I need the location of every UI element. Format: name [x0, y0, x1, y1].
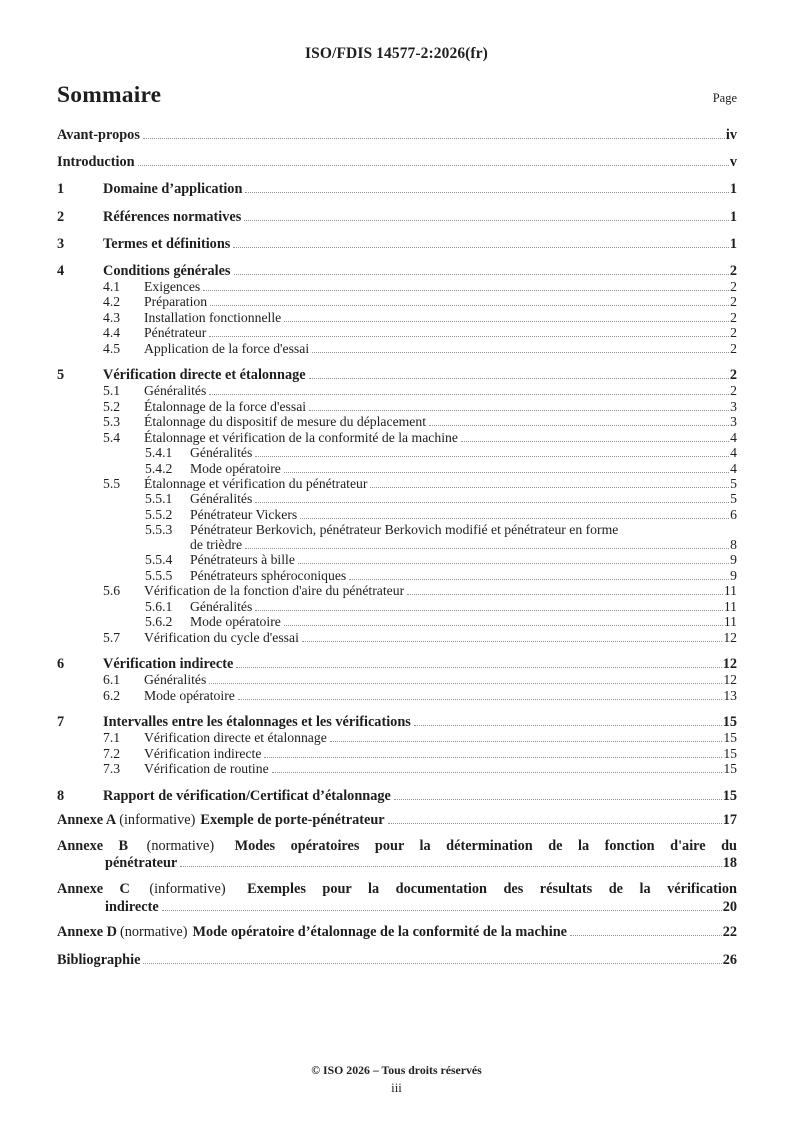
entry-page-number: 12	[723, 672, 737, 688]
toc-entry[interactable]	[57, 154, 737, 171]
entry-label: Pénétrateur Berkovich, pénétrateur Berkovich modifié et pénétrateur en forme	[190, 521, 619, 537]
annex-qualifier: (informative)	[119, 812, 196, 829]
annex-prefix: Annexe D	[57, 924, 117, 941]
entry-page-number: 12	[722, 656, 737, 673]
entry-label: Généralités	[190, 491, 253, 507]
entry-label: Exigences	[144, 278, 201, 294]
dot-leader	[394, 787, 722, 799]
entry-label: Mode opératoire	[190, 614, 281, 630]
dot-leader	[272, 762, 723, 774]
toc-entry[interactable]	[57, 208, 737, 225]
entry-label: Généralités	[144, 383, 207, 399]
toc-entry[interactable]	[57, 812, 737, 830]
dot-leader	[312, 341, 729, 353]
entry-number: 5.6	[103, 583, 121, 599]
entry-page-number: 2	[730, 383, 737, 399]
entry-label: Références normatives	[103, 208, 242, 225]
dot-leader	[330, 731, 723, 743]
toc-title: Sommaire	[57, 82, 162, 108]
dot-leader	[238, 688, 722, 700]
entry-page-number: 17	[722, 812, 737, 829]
entry-label: Bibliographie	[57, 952, 141, 969]
annex-qualifier: (normative)	[146, 837, 215, 854]
entry-page-number: 4	[730, 445, 737, 461]
dot-leader	[143, 127, 725, 139]
entry-page-number: 22	[722, 924, 737, 941]
dot-leader	[298, 553, 729, 565]
entry-label-continued: de trièdre	[190, 537, 243, 553]
toc-entry[interactable]	[57, 445, 737, 460]
dot-leader	[284, 461, 729, 473]
entry-number: 5.6.1	[145, 598, 173, 614]
toc-entry[interactable]	[57, 326, 737, 341]
page-footer	[0, 1063, 793, 1096]
dot-leader	[284, 615, 723, 627]
entry-label: Vérification indirecte	[103, 656, 234, 673]
toc-entry[interactable]	[57, 688, 737, 703]
toc-entry[interactable]	[57, 279, 737, 294]
entry-label-continued: pénétrateur	[105, 855, 178, 872]
entry-page-number: 6	[730, 506, 737, 522]
entry-label: Mode opératoire	[190, 460, 281, 476]
toc-entry[interactable]	[57, 415, 737, 430]
dot-leader	[234, 263, 729, 275]
toc-entry[interactable]	[57, 952, 737, 969]
dot-leader	[180, 855, 721, 867]
entry-page-number: 8	[730, 537, 737, 553]
toc-entry[interactable]	[57, 341, 737, 356]
entry-number: 2	[57, 208, 65, 225]
entry-number: 3	[57, 235, 65, 252]
toc-entry[interactable]	[57, 553, 737, 568]
entry-label: Étalonnage et vérification du pénétrateur	[144, 475, 368, 491]
entry-page-number: 2	[730, 278, 737, 294]
dot-leader	[209, 326, 729, 338]
toc-entry[interactable]	[57, 630, 737, 645]
entry-label: Termes et définitions	[103, 235, 231, 252]
toc-entry[interactable]	[57, 476, 737, 491]
toc-entry[interactable]	[57, 714, 737, 731]
dot-leader	[138, 154, 729, 166]
toc-entry[interactable]	[57, 295, 737, 310]
entry-page-number: 15	[722, 787, 737, 804]
dot-leader	[245, 537, 729, 549]
entry-page-number: 2	[730, 325, 737, 341]
entry-number: 1	[57, 181, 65, 198]
dot-leader	[233, 236, 729, 248]
entry-number: 5.5.5	[145, 567, 173, 583]
entry-page-number: 9	[730, 552, 737, 568]
entry-page-number: 5	[730, 491, 737, 507]
entry-number: 5	[57, 367, 65, 384]
copyright-notice: © ISO 2026 – Tous droits réservés	[311, 1063, 482, 1077]
toc-entry[interactable]	[57, 746, 737, 761]
entry-label: Généralités	[190, 445, 253, 461]
toc-entry[interactable]	[57, 568, 737, 583]
dot-leader	[302, 630, 722, 642]
dot-leader	[407, 584, 723, 596]
toc-entry[interactable]	[57, 127, 737, 144]
dot-leader	[388, 812, 722, 824]
entry-label: Application de la force d'essai	[144, 340, 310, 356]
toc-entry[interactable]	[57, 787, 737, 804]
dot-leader	[461, 430, 729, 442]
entry-label: Conditions générales	[103, 262, 231, 279]
entry-number: 4	[57, 262, 65, 279]
toc-entry[interactable]	[57, 615, 737, 630]
entry-page-number: 2	[730, 294, 737, 310]
dot-leader	[236, 656, 721, 668]
entry-label: Vérification de routine	[144, 761, 269, 777]
dot-leader	[209, 384, 729, 396]
annex-prefix: Annexe B	[57, 837, 129, 854]
entry-page-number: v	[729, 154, 737, 171]
entry-page-number: 11	[723, 614, 737, 630]
entry-page-number: 3	[730, 414, 737, 430]
entry-label: Vérification directe et étalonnage	[103, 367, 306, 384]
toc-entry[interactable]	[57, 762, 737, 777]
dot-leader	[309, 367, 729, 379]
toc-entry[interactable]	[57, 881, 737, 916]
dot-leader	[143, 952, 721, 964]
entry-label: Rapport de vérification/Certificat d’étalonnage	[103, 787, 391, 804]
entry-number: 5.5.1	[145, 491, 173, 507]
entry-page-number: 1	[729, 208, 737, 225]
entry-number: 4.3	[103, 309, 121, 325]
dot-leader	[255, 599, 722, 611]
entry-label: Pénétrateurs à bille	[190, 552, 295, 568]
entry-label: Vérification directe et étalonnage	[144, 730, 327, 746]
entry-number: 4.2	[103, 294, 121, 310]
entry-label: Préparation	[144, 294, 208, 310]
entry-label: Étalonnage et vérification de la conformité de la machine	[144, 429, 458, 445]
entry-number: 6	[57, 656, 65, 673]
entry-label: Mode opératoire	[144, 687, 235, 703]
dot-leader	[255, 492, 729, 504]
entry-label: Intervalles entre les étalonnages et les vérifications	[103, 714, 411, 731]
toc-header	[57, 82, 737, 109]
entry-page-number: 2	[730, 340, 737, 356]
entry-label: Installation fonctionnelle	[144, 309, 282, 325]
dot-leader	[300, 507, 729, 519]
dot-leader	[210, 295, 729, 307]
entry-label: Exemples pour la documentation des résultats de la vérification	[247, 880, 737, 897]
toc-entry[interactable]	[57, 731, 737, 746]
entry-label: Généralités	[190, 598, 253, 614]
entry-label: Pénétrateurs sphéroconiques	[190, 567, 347, 583]
entry-page-number: 26	[722, 952, 737, 969]
dot-leader	[309, 399, 729, 411]
entry-page-number: 2	[729, 262, 737, 279]
entry-label: Vérification du cycle d'essai	[144, 629, 299, 645]
dot-leader	[245, 181, 728, 193]
toc-entry[interactable]	[57, 673, 737, 688]
entry-number: 4.4	[103, 325, 121, 341]
toc-entry[interactable]	[57, 584, 737, 599]
entry-number: 5.3	[103, 414, 121, 430]
entry-page-number: iv	[725, 127, 737, 144]
entry-number: 5.1	[103, 383, 121, 399]
toc-entry[interactable]	[57, 236, 737, 253]
entry-number: 8	[57, 787, 65, 804]
entry-label-continued: indirecte	[105, 898, 159, 915]
entry-page-number: 1	[729, 181, 737, 198]
entry-number: 6.1	[103, 672, 121, 688]
entry-number: 6.2	[103, 687, 121, 703]
entry-page-number: 2	[730, 309, 737, 325]
dot-leader	[209, 673, 722, 685]
entry-page-number: 9	[730, 567, 737, 583]
page-column-label: Page	[712, 91, 737, 105]
entry-number: 7.1	[103, 730, 121, 746]
entry-label: Pénétrateur Vickers	[190, 506, 298, 522]
dot-leader	[203, 279, 729, 291]
toc-entry[interactable]	[57, 461, 737, 476]
dot-leader	[264, 746, 722, 758]
entry-label: Vérification indirecte	[144, 745, 262, 761]
entry-page-number: 15	[723, 730, 737, 746]
entry-label: Domaine d’application	[103, 181, 243, 198]
toc-entry[interactable]	[57, 924, 737, 942]
entry-page-number: 12	[723, 629, 737, 645]
entry-number: 5.5.3	[145, 521, 173, 537]
entry-page-number: 20	[722, 898, 737, 915]
dot-leader	[349, 568, 729, 580]
entry-page-number: 13	[723, 687, 737, 703]
document-reference: ISO/FDIS 14577-2:2026(fr)	[305, 45, 488, 62]
toc-entry[interactable]	[57, 492, 737, 507]
entry-page-number: 11	[723, 598, 737, 614]
toc-entry[interactable]	[57, 181, 737, 198]
entry-page-number: 2	[729, 367, 737, 384]
dot-leader	[284, 310, 729, 322]
dot-leader	[370, 476, 729, 488]
entry-number: 5.4.1	[145, 445, 173, 461]
toc-list	[57, 127, 737, 969]
entry-number: 4.5	[103, 340, 121, 356]
entry-number: 5.4	[103, 429, 121, 445]
entry-number: 4.1	[103, 278, 121, 294]
entry-label: Exemple de porte-pénétrateur	[200, 812, 385, 829]
entry-number: 5.5.2	[145, 506, 173, 522]
annex-prefix: Annexe C	[57, 880, 130, 897]
page-number-folio: iii	[391, 1081, 402, 1095]
entry-label: Étalonnage de la force d'essai	[144, 398, 307, 414]
dot-leader	[244, 208, 729, 220]
toc-entry[interactable]	[57, 399, 737, 414]
entry-number: 5.4.2	[145, 460, 173, 476]
annex-prefix: Annexe A	[57, 812, 117, 829]
toc-entry[interactable]	[57, 310, 737, 325]
entry-number: 7.3	[103, 761, 121, 777]
entry-page-number: 18	[722, 855, 737, 872]
dot-leader	[429, 415, 729, 427]
entry-number: 7	[57, 714, 65, 731]
toc-entry[interactable]	[57, 838, 737, 873]
toc-entry[interactable]	[57, 599, 737, 614]
toc-entry[interactable]	[57, 656, 737, 673]
entry-page-number: 3	[730, 398, 737, 414]
entry-number: 5.5	[103, 475, 121, 491]
entry-label: Mode opératoire d’étalonnage de la conformité de la machine	[192, 924, 568, 941]
dot-leader	[162, 898, 722, 910]
entry-label: Étalonnage du dispositif de mesure du déplacement	[144, 414, 427, 430]
entry-label: Introduction	[57, 154, 135, 171]
entry-page-number: 1	[729, 235, 737, 252]
entry-page-number: 15	[723, 745, 737, 761]
entry-label: Modes opératoires pour la détermination de la fonction d'aire du	[234, 837, 738, 854]
entry-page-number: 11	[723, 583, 737, 599]
toc-entry[interactable]	[57, 367, 737, 384]
annex-qualifier: (informative)	[149, 880, 226, 897]
dot-leader	[414, 714, 722, 726]
entry-number: 5.2	[103, 398, 121, 414]
toc-entry[interactable]	[57, 263, 737, 280]
entry-page-number: 4	[730, 460, 737, 476]
entry-label: Avant-propos	[57, 127, 140, 144]
entry-label: Généralités	[144, 672, 207, 688]
entry-page-number: 15	[723, 761, 737, 777]
entry-page-number: 4	[730, 429, 737, 445]
entry-number: 5.5.4	[145, 552, 173, 568]
dot-leader	[255, 445, 729, 457]
entry-number: 5.7	[103, 629, 121, 645]
toc-entry[interactable]	[57, 507, 737, 522]
entry-label: Vérification de la fonction d'aire du pénétrateur	[144, 583, 405, 599]
entry-number: 7.2	[103, 745, 121, 761]
toc-entry[interactable]	[57, 384, 737, 399]
entry-label: Pénétrateur	[144, 325, 207, 341]
toc-entry[interactable]	[57, 430, 737, 445]
dot-leader	[570, 924, 722, 936]
entry-page-number: 5	[730, 475, 737, 491]
entry-number: 5.6.2	[145, 614, 173, 630]
entry-page-number: 15	[722, 714, 737, 731]
annex-qualifier: (normative)	[119, 924, 188, 941]
toc-entry[interactable]	[57, 523, 737, 553]
